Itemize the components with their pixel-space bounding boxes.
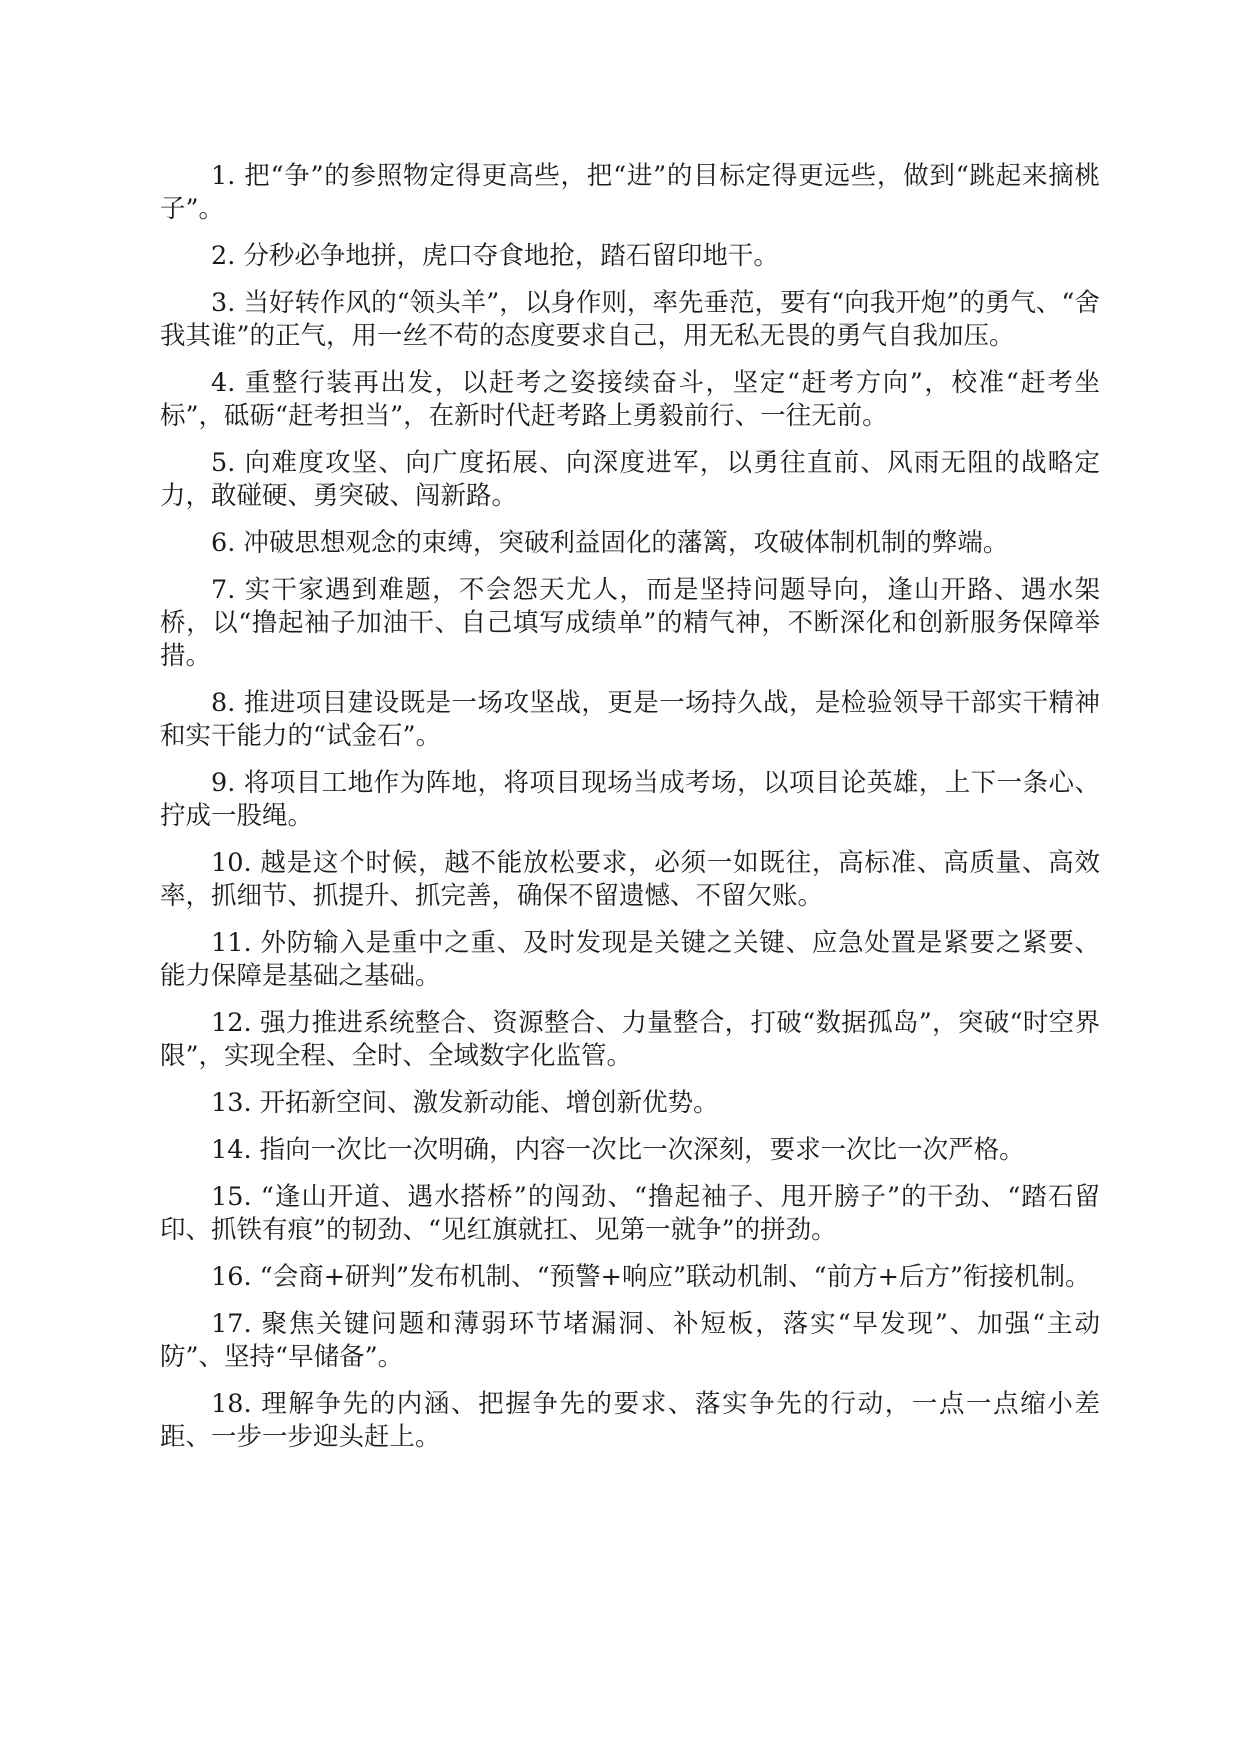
paragraph-3: 3. 当好转作风的“领头羊”，以身作则，率先垂范，要有“向我开炮”的勇气、“舍我其谁”的正气，用一丝不苟的态度要求自己，用无私无畏的勇气自我加压。 bbox=[160, 288, 1100, 351]
paragraph-11: 11. 外防输入是重中之重、及时发现是关键之关键、应急处置是紧要之紧要、能力保障是基础之基础。 bbox=[160, 928, 1100, 991]
paragraph-6: 6. 冲破思想观念的束缚，突破利益固化的藩篱，攻破体制机制的弊端。 bbox=[211, 528, 1009, 558]
document-body bbox=[160, 160, 1100, 1468]
paragraph-7: 7. 实干家遇到难题，不会怨天尤人，而是坚持问题导向，逢山开路、遇水架桥，以“撸起袖子加油干、自己填写成绩单”的精气神，不断深化和创新服务保障举措。 bbox=[160, 575, 1100, 671]
paragraph-13: 13. 开拓新空间、激发新动能、增创新优势。 bbox=[211, 1088, 719, 1118]
paragraph-17: 17. 聚焦关键问题和薄弱环节堵漏洞、补短板，落实“早发现”、加强“主动防”、坚持“早储备”。 bbox=[160, 1309, 1100, 1372]
paragraph-16: 16. “会商+研判”发布机制、“预警+响应”联动机制、“前方+后方”衔接机制。 bbox=[211, 1262, 1091, 1292]
paragraph-12: 12. 强力推进系统整合、资源整合、力量整合，打破“数据孤岛”，突破“时空界限”，实现全程、全时、全域数字化监管。 bbox=[160, 1008, 1100, 1071]
paragraph-10: 10. 越是这个时候，越不能放松要求，必须一如既往，高标准、高质量、高效率，抓细节、抓提升、抓完善，确保不留遗憾、不留欠账。 bbox=[160, 848, 1100, 911]
paragraph-5: 5. 向难度攻坚、向广度拓展、向深度进军，以勇往直前、风雨无阻的战略定力，敢碰硬、勇突破、闯新路。 bbox=[160, 448, 1100, 511]
paragraph-8: 8. 推进项目建设既是一场攻坚战，更是一场持久战，是检验领导干部实干精神和实干能力的“试金石”。 bbox=[160, 688, 1100, 751]
paragraph-4: 4. 重整行装再出发，以赶考之姿接续奋斗，坚定“赶考方向”，校准“赶考坐标”，砥砺“赶考担当”，在新时代赶考路上勇毅前行、一往无前。 bbox=[160, 368, 1100, 431]
paragraph-14: 14. 指向一次比一次明确，内容一次比一次深刻，要求一次比一次严格。 bbox=[211, 1135, 1025, 1165]
paragraph-18: 18. 理解争先的内涵、把握争先的要求、落实争先的行动，一点一点缩小差距、一步一步迎头赶上。 bbox=[160, 1389, 1100, 1452]
paragraph-9: 9. 将项目工地作为阵地，将项目现场当成考场，以项目论英雄，上下一条心、拧成一股绳。 bbox=[160, 768, 1100, 831]
paragraph-15: 15. “逢山开道、遇水搭桥”的闯劲、“撸起袖子、甩开膀子”的干劲、“踏石留印、抓铁有痕”的韧劲、“见红旗就扛、见第一就争”的拼劲。 bbox=[160, 1182, 1100, 1245]
paragraph-2: 2. 分秒必争地拼，虎口夺食地抢，踏石留印地干。 bbox=[211, 241, 779, 271]
paragraph-1: 1. 把“争”的参照物定得更高些，把“进”的目标定得更远些，做到“跳起来摘桃子”。 bbox=[160, 161, 1100, 224]
